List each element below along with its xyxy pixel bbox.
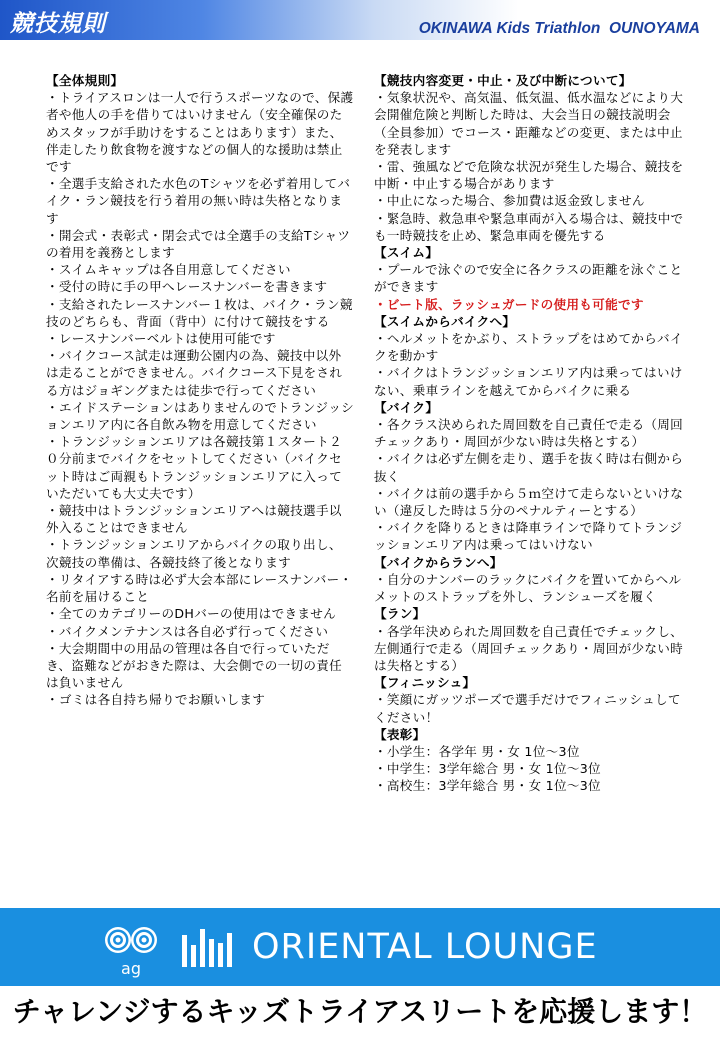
rule-item: ・中学生：3学年総合 男・女 1位～3位 <box>374 761 601 777</box>
rule-item: ・開会式・表彰式・閉会式では全選手の支給Tシャツの着用を義務とします <box>46 227 351 261</box>
rule-item: ・高校生：3学年総合 男・女 1位～3位 <box>374 778 601 794</box>
rule-item: ・プールで泳ぐので安全に各クラスの距離を泳ぐことができます <box>374 262 683 295</box>
rule-item: ・大会期間中の用品の管理は各自で行っていただき、盗難などがおきた際は、大会側での一切の責任は負いません <box>46 640 343 691</box>
rule-item: ・各学年決められた周回数を自己責任でチェックし、左側通行で走る（周回チェックあり・周回が少ない時は失格とする） <box>374 623 684 673</box>
rule-item: ・各クラス決められた周回数を自己責任で走る（周回チェックあり・周回が少ない時は失格とする） <box>374 417 684 450</box>
section-heading: 【全体規則】 <box>46 73 124 88</box>
rule-item: ・エイドステーションはありませんのでトランジッションエリア内に各自飲み物を用意してください <box>46 399 355 433</box>
rule-item: ・全てのカテゴリーのDHバーの使用はできません <box>46 606 337 622</box>
rule-item: ・笑顔にガッツポーズで選手だけでフィニッシュしてください！ <box>374 692 681 725</box>
rule-item: ・バイクを降りるときは降車ラインで降りてトランジッションエリア内は乗ってはいけない <box>374 520 683 553</box>
event-name: OKINAWA Kids Triathlon OUNOYAMA <box>418 20 700 37</box>
rule-item: ・小学生：各学年 男・女 1位～3位 <box>374 743 580 759</box>
rule-item: ・トライアスロンは一人で行うスポーツなので、保護者や他人の手を借りてはいけません（安全確保のためスタッフが手助けをすることはあります）また、伴走したり飲食物を渡すなどの個人的な援助は禁止です <box>46 90 354 175</box>
rule-item: ・トランジッションエリアは各競技第１スタート２０分前までバイクをセットしてください（バイクセット時はご両親もトランジッションエリアに入っていただいても大丈夫です） <box>46 434 343 501</box>
bars-logo-icon <box>182 929 232 967</box>
rule-item: ・レースナンバーベルトは使用可能です <box>46 331 276 347</box>
page-title: 競技規則 <box>10 11 106 37</box>
rule-item: ・中止になった場合、参加費は返金致しません <box>374 193 645 209</box>
section-heading: 【表彰】 <box>374 726 426 742</box>
section-heading: 【バイクからランへ】 <box>374 554 503 570</box>
header-bar <box>0 0 720 40</box>
rule-item: ・競技中はトランジッションエリアへは競技選手以外入ることはできません <box>46 503 342 536</box>
sponsor-logo <box>104 921 244 979</box>
section-heading: 【競技内容変更・中止・及び中断について】 <box>374 73 632 88</box>
ring-logo-icon <box>105 927 157 953</box>
rule-item: ・受付の時に手の甲へレースナンバーを書きます <box>46 279 328 295</box>
rule-item: ・バイクは前の選手から５ｍ空けて走らないといけない（違反した時は５分のペナルティーとする） <box>374 485 684 519</box>
rule-item: ・支給されたレースナンバー１枚は、バイク・ラン競技のどちらも、背面（背中）に付けて競技をする <box>46 296 353 329</box>
rule-item: ・ヘルメットをかぶり、ストラップをはめてからバイクを動かす <box>374 331 683 364</box>
section-heading: 【バイク】 <box>374 399 439 415</box>
rule-item: ・ゴミは各自持ち帰りでお願いします <box>46 692 266 708</box>
rule-item: ・ビート版、ラッシュガードの使用も可能です <box>374 296 644 312</box>
section-heading: 【スイムからバイクへ】 <box>374 313 516 329</box>
right-column <box>374 72 686 795</box>
rule-item: ・バイクはトランジッションエリア内は乗ってはいけない、乗車ラインを越えてからバイクに乗る <box>374 365 683 398</box>
brand-name: ORIENTAL LOUNGE <box>252 927 598 967</box>
logo-small-text: ag <box>121 959 141 978</box>
left-column <box>46 72 354 709</box>
slogan-text: チャレンジするキッズトライアスリートを応援します！ <box>12 995 708 1028</box>
rule-item: ・気象状況や、高気温、低気温、低水温などにより大会開催危険と判断した時は、大会当日の競技説明会（全員参加）でコース・距離などの変更、または中止を発表します <box>374 90 684 157</box>
rule-item: ・緊急時、救急車や緊急車両が入る場合は、競技中でも一時競技を止め、緊急車両を優先する <box>374 210 684 243</box>
rule-item: ・バイクメンテナンスは各自必ず行ってください <box>46 623 329 639</box>
section-heading: 【フィニッシュ】 <box>374 675 476 691</box>
rule-item: ・リタイアする時は必ず大会本部にレースナンバー・名前を届けること <box>46 571 353 605</box>
rule-item: ・バイクは必ず左側を走り、選手を抜く時は右側から抜く <box>374 451 684 484</box>
rule-item: ・雷、強風などで危険な状況が発生した場合、競技を中断・中止する場合があります <box>374 159 684 192</box>
rule-item: ・自分のナンバーのラックにバイクを置いてからヘルメットのストラップを外し、ランシューズを履く <box>374 571 682 605</box>
section-heading: 【スイム】 <box>374 245 439 261</box>
rule-item: ・全選手支給された水色のTシャツを必ず着用してバイク・ラン競技を行う着用の無い時は失格となります <box>46 176 351 226</box>
rule-item: ・トランジッションエリアからバイクの取り出し、次競技の準備は、各競技終了後となります <box>46 537 342 570</box>
sponsor-banner <box>0 908 720 986</box>
rule-item: ・スイムキャップは各自用意してください <box>46 262 291 278</box>
section-heading: 【ラン】 <box>374 606 426 622</box>
rule-item: ・バイクコース試走は運動公園内の為、競技中以外は走ることができません。バイクコース下見をされる方はジョギングまたは徒歩で行ってください <box>46 348 343 398</box>
